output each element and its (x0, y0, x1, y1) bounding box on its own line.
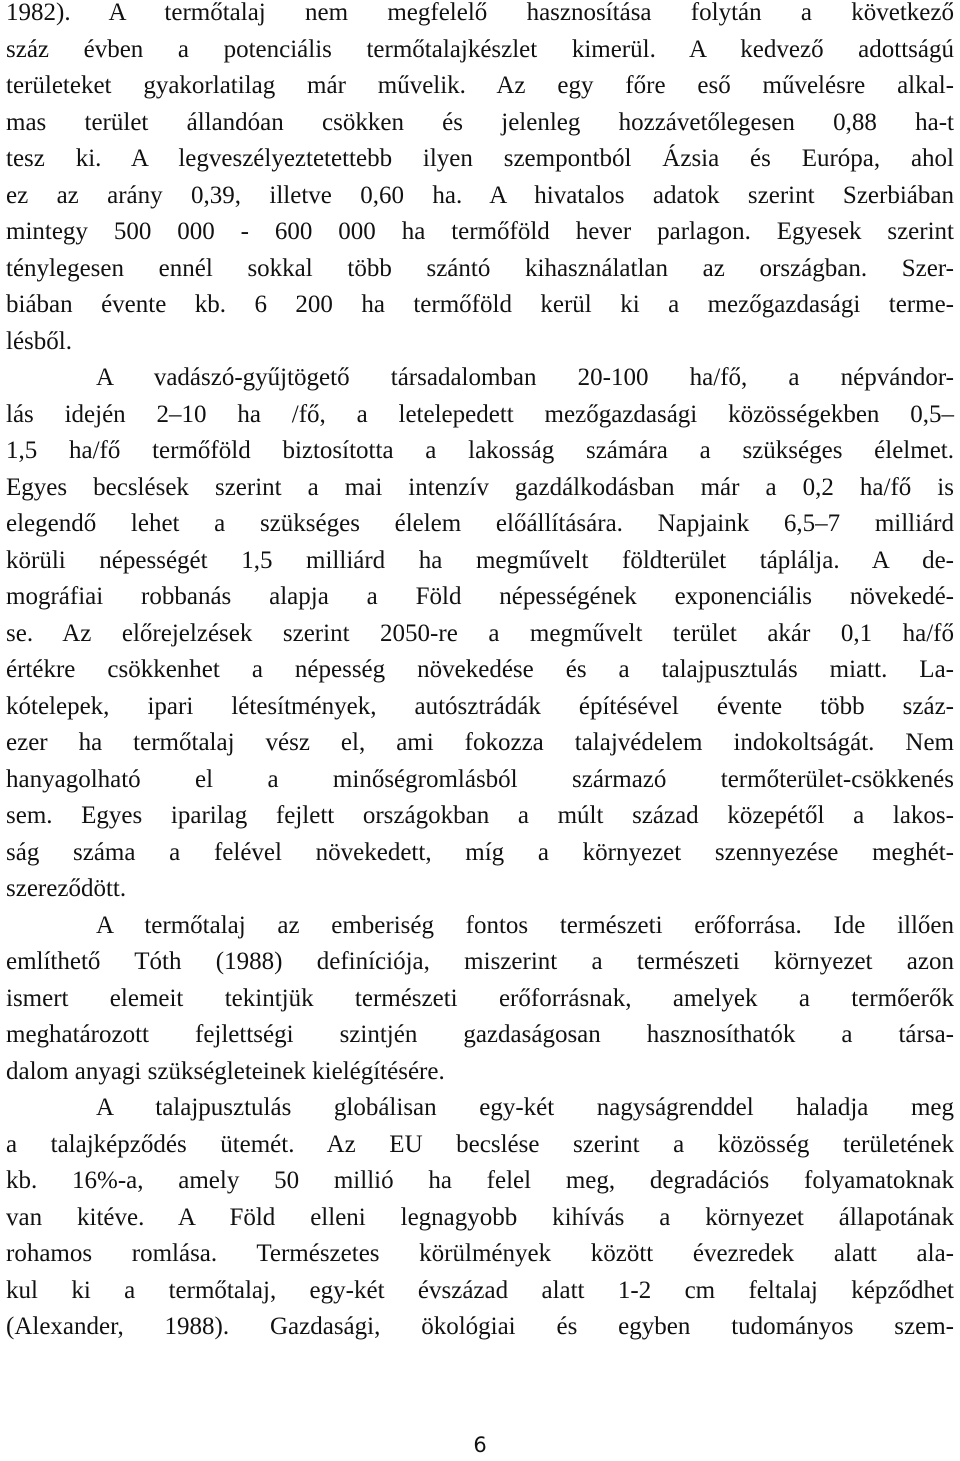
paragraph-1 (6, 0, 954, 360)
text-line: rohamos romlása. Természetes körülmények között évezredek alatt ala- (6, 1240, 954, 1267)
text-line: szereződött. (6, 875, 127, 902)
text-line: értékre csökkenhet a népesség növekedése és a talajpusztulás miatt. La- (6, 656, 954, 683)
text-line: elegendő lehet a szükséges élelem előállítására. Napjaink 6,5–7 milliárd (6, 510, 954, 537)
text-line: a talajképződés ütemét. Az EU becslése szerint a közösség területének (6, 1130, 954, 1158)
text-line: mográfiai robbanás alapja a Föld népességének exponenciális növekedé- (6, 583, 954, 610)
text-line: mintegy 500 000 - 600 000 ha termőföld hever parlagon. Egyesek szerint (6, 218, 954, 245)
document-page (6, 0, 954, 1346)
text-line: hanyagolható el a minőségromlásból származó termőterület-csökkenés (6, 765, 954, 793)
text-line: 1982). A termőtalaj nem megfelelő hasznosítása folytán a következő (6, 0, 954, 26)
text-line: A vadászó-gyűjtögető társadalomban 20-100 ha/fő, a népvándor- (96, 364, 954, 391)
text-line: száz évben a potenciális termőtalajkészlet kimerül. A kedvező adottságú (6, 35, 954, 63)
text-line: 1,5 ha/fő termőföld biztosította a lakosság számára a szükséges élelmet. (6, 437, 954, 464)
text-line: területeket gyakorlatilag már művelik. Az egy főre eső művelésre alkal- (6, 72, 954, 99)
text-line: biában évente kb. 6 200 ha termőföld kerül ki a mezőgazdasági terme- (6, 291, 954, 318)
text-line: kb. 16%-a, amely 50 millió ha felel meg, degradációs folyamatoknak (6, 1167, 954, 1194)
paragraph-2 (6, 360, 954, 908)
text-line: kótelepek, ipari létesítmények, autósztrádák építésével évente több száz- (6, 692, 954, 720)
text-line: ismert elemeit tekintjük természeti erőforrásnak, amelyek a termőerők (6, 984, 954, 1012)
text-line: meghatározott fejlettségi szintjén gazdaságosan hasznosíthatók a társa- (6, 1021, 954, 1048)
text-line: ez az arány 0,39, illetve 0,60 ha. A hivatalos adatok szerint Szerbiában (6, 181, 954, 209)
text-line: A talajpusztulás globálisan egy-két nagyságrenddel haladja meg (96, 1094, 954, 1121)
text-line: lás idején 2–10 ha /fő, a letelepedett mezőgazdasági közösségekben 0,5– (6, 400, 954, 428)
text-line: körüli népességét 1,5 milliárd ha megművelt földterület táplálja. A de- (6, 546, 954, 574)
text-line: említhető Tóth (1988) definíciója, miszerint a természeti környezet azon (6, 948, 954, 975)
text-line: ezer ha termőtalaj vész el, ami fokozza talajvédelem indokoltságát. Nem (6, 729, 954, 756)
text-line: lésből. (6, 327, 72, 355)
text-line: sem. Egyes iparilag fejlett országokban a múlt század közepétől a lakos- (6, 802, 954, 829)
paragraph-4 (6, 1090, 954, 1346)
text-line: mas terület állandóan csökken és jelenleg hozzávetőlegesen 0,88 ha-t (6, 108, 954, 136)
text-line: (Alexander, 1988). Gazdasági, ökológiai és egyben tudományos szem- (6, 1313, 954, 1340)
text-line: se. Az előrejelzések szerint 2050-re a megművelt terület akár 0,1 ha/fő (6, 619, 954, 647)
text-line: ténylegesen ennél sokkal több szántó kihasználatlan az országban. Szer- (6, 254, 954, 282)
text-line: dalom anyagi szükségleteinek kielégítésére. (6, 1057, 445, 1085)
text-line: A termőtalaj az emberiség fontos természeti erőforrása. Ide illően (96, 911, 954, 939)
text-line: kul ki a termőtalaj, egy-két évszázad alatt 1-2 cm feltalaj képződhet (6, 1276, 954, 1304)
text-line: ság száma a felével növekedett, míg a környezet szennyezése meghét- (6, 838, 954, 866)
text-line: van kitéve. A Föld elleni legnagyobb kihívás a környezet állapotának (6, 1203, 954, 1231)
text-line: tesz ki. A legveszélyeztetettebb ilyen szempontból Ázsia és Európa, ahol (6, 145, 954, 172)
text-line: Egyes becslések szerint a mai intenzív gazdálkodásban már a 0,2 ha/fő is (6, 473, 954, 501)
paragraph-3 (6, 908, 954, 1091)
page-number: 6 (473, 1433, 487, 1457)
